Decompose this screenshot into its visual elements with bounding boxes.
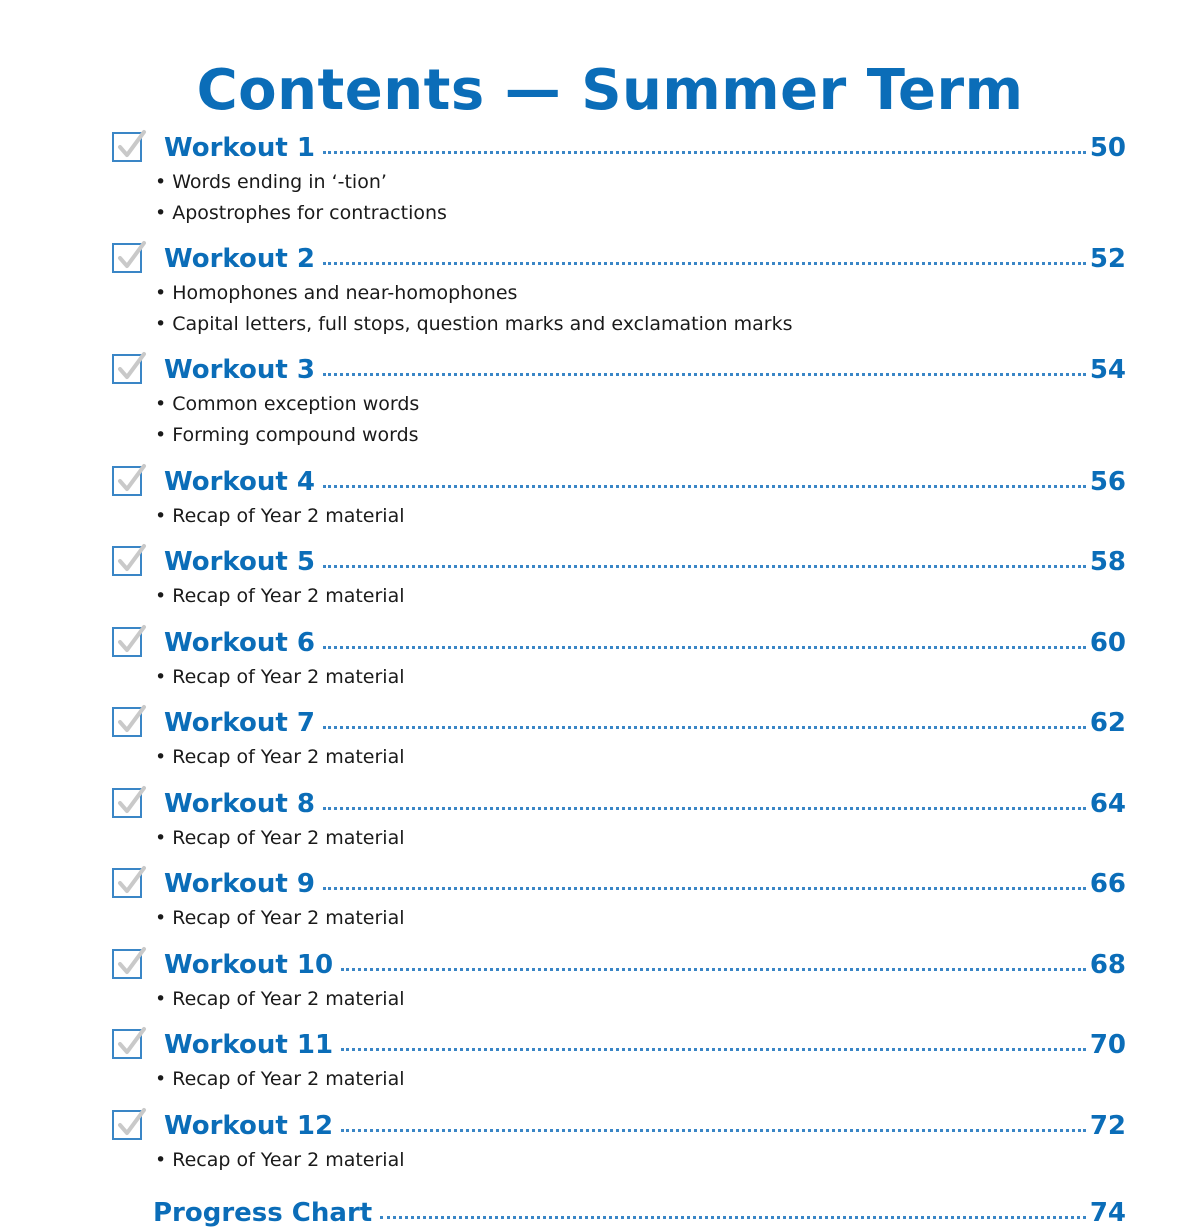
entry-heading-row	[164, 948, 1126, 982]
bullet-icon: •	[155, 1068, 167, 1090]
dot-leader	[323, 151, 1086, 154]
entry-heading-row	[164, 131, 1126, 165]
entry-page-number: 50	[1089, 133, 1126, 163]
bullet-icon: •	[155, 313, 167, 335]
entry-title: Workout 6	[164, 628, 315, 658]
entry-title: Workout 4	[164, 467, 315, 497]
entry-page-number: 52	[1089, 244, 1126, 274]
entry-page-number: 68	[1089, 950, 1126, 980]
entry-heading-row	[164, 545, 1126, 579]
entry-page-number: 54	[1089, 355, 1126, 385]
dot-leader	[323, 887, 1086, 890]
checked-checkbox-icon[interactable]	[112, 466, 142, 496]
entry-title: Workout 5	[164, 547, 315, 577]
entry-heading-row	[164, 787, 1126, 821]
bullet-icon: •	[155, 202, 167, 224]
topic-text: Recap of Year 2 material	[172, 988, 405, 1010]
dot-leader	[341, 1129, 1086, 1132]
topic-item	[155, 823, 405, 854]
bullet-icon: •	[155, 505, 167, 527]
topic-text: Recap of Year 2 material	[172, 827, 405, 849]
progress-chart-page: 74	[1089, 1198, 1126, 1228]
checked-checkbox-icon[interactable]	[112, 868, 142, 898]
checked-checkbox-icon[interactable]	[112, 546, 142, 576]
entry-page-number: 64	[1089, 789, 1126, 819]
entry-heading-row	[164, 626, 1126, 660]
entry-topics	[155, 1145, 405, 1176]
dot-leader	[323, 726, 1086, 729]
entry-topics	[155, 389, 419, 451]
topic-text: Homophones and near-homophones	[172, 282, 518, 304]
topic-item	[155, 167, 447, 198]
entry-heading-row	[164, 1109, 1126, 1143]
topic-text: Recap of Year 2 material	[172, 505, 405, 527]
checked-checkbox-icon[interactable]	[112, 707, 142, 737]
entry-heading-row	[164, 706, 1126, 740]
topic-text: Apostrophes for contractions	[172, 202, 447, 224]
topic-item	[155, 501, 405, 532]
topic-text: Recap of Year 2 material	[172, 907, 405, 929]
entry-page-number: 66	[1089, 869, 1126, 899]
entry-topics	[155, 167, 447, 229]
bullet-icon: •	[155, 585, 167, 607]
entry-page-number: 58	[1089, 547, 1126, 577]
bullet-icon: •	[155, 424, 167, 446]
topic-text: Recap of Year 2 material	[172, 666, 405, 688]
progress-chart-label: Progress Chart	[153, 1198, 373, 1228]
entry-topics	[155, 984, 405, 1015]
entry-topics	[155, 742, 405, 773]
topic-text: Forming compound words	[172, 424, 419, 446]
entry-topics	[155, 581, 405, 612]
checked-checkbox-icon[interactable]	[112, 1029, 142, 1059]
dot-leader	[341, 968, 1086, 971]
topic-item	[155, 903, 405, 934]
checked-checkbox-icon[interactable]	[112, 132, 142, 162]
bullet-icon: •	[155, 666, 167, 688]
entry-topics	[155, 278, 792, 340]
entry-heading-row	[164, 353, 1126, 387]
checked-checkbox-icon[interactable]	[112, 627, 142, 657]
topic-item	[155, 278, 792, 309]
entry-title: Workout 2	[164, 244, 315, 274]
topic-text: Recap of Year 2 material	[172, 1149, 405, 1171]
entry-page-number: 60	[1089, 628, 1126, 658]
topic-item	[155, 198, 447, 229]
topic-text: Words ending in ‘-tion’	[172, 171, 387, 193]
entry-heading-row	[164, 242, 1126, 276]
entry-title: Workout 1	[164, 133, 315, 163]
checked-checkbox-icon[interactable]	[112, 243, 142, 273]
topic-item	[155, 389, 419, 420]
bullet-icon: •	[155, 746, 167, 768]
topic-item	[155, 1064, 405, 1095]
bullet-icon: •	[155, 282, 167, 304]
bullet-icon: •	[155, 393, 167, 415]
entry-heading-row	[164, 867, 1126, 901]
bullet-icon: •	[155, 171, 167, 193]
dot-leader	[380, 1216, 1086, 1219]
entry-topics	[155, 903, 405, 934]
entry-title: Workout 10	[164, 950, 334, 980]
entry-title: Workout 3	[164, 355, 315, 385]
entry-page-number: 56	[1089, 467, 1126, 497]
entry-topics	[155, 501, 405, 532]
topic-item	[155, 1145, 405, 1176]
dot-leader	[323, 646, 1086, 649]
checked-checkbox-icon[interactable]	[112, 1110, 142, 1140]
topic-item	[155, 581, 405, 612]
dot-leader	[323, 262, 1086, 265]
entry-page-number: 72	[1089, 1111, 1126, 1141]
topic-item	[155, 309, 792, 340]
entry-heading-row	[164, 465, 1126, 499]
bullet-icon: •	[155, 827, 167, 849]
entry-title: Workout 8	[164, 789, 315, 819]
dot-leader	[341, 1048, 1086, 1051]
entry-topics	[155, 1064, 405, 1095]
bullet-icon: •	[155, 988, 167, 1010]
topic-item	[155, 662, 405, 693]
topic-item	[155, 984, 405, 1015]
checked-checkbox-icon[interactable]	[112, 354, 142, 384]
topic-text: Recap of Year 2 material	[172, 585, 405, 607]
bullet-icon: •	[155, 1149, 167, 1171]
dot-leader	[323, 373, 1086, 376]
dot-leader	[323, 565, 1086, 568]
checked-checkbox-icon[interactable]	[112, 949, 142, 979]
checked-checkbox-icon[interactable]	[112, 788, 142, 818]
dot-leader	[323, 485, 1086, 488]
topic-text: Common exception words	[172, 393, 420, 415]
entry-topics	[155, 823, 405, 854]
entry-title: Workout 9	[164, 869, 315, 899]
topic-item	[155, 420, 419, 451]
topic-text: Recap of Year 2 material	[172, 746, 405, 768]
topic-text: Capital letters, full stops, question marks and exclamation marks	[172, 313, 793, 335]
topic-item	[155, 742, 405, 773]
dot-leader	[323, 807, 1086, 810]
entry-topics	[155, 662, 405, 693]
entry-page-number: 62	[1089, 708, 1126, 738]
entry-title: Workout 11	[164, 1030, 334, 1060]
topic-text: Recap of Year 2 material	[172, 1068, 405, 1090]
entry-title: Workout 12	[164, 1111, 334, 1141]
entry-heading-row	[164, 1028, 1126, 1062]
entry-title: Workout 7	[164, 708, 315, 738]
page-title: Contents — Summer Term	[196, 58, 1024, 123]
entry-page-number: 70	[1089, 1030, 1126, 1060]
bullet-icon: •	[155, 907, 167, 929]
